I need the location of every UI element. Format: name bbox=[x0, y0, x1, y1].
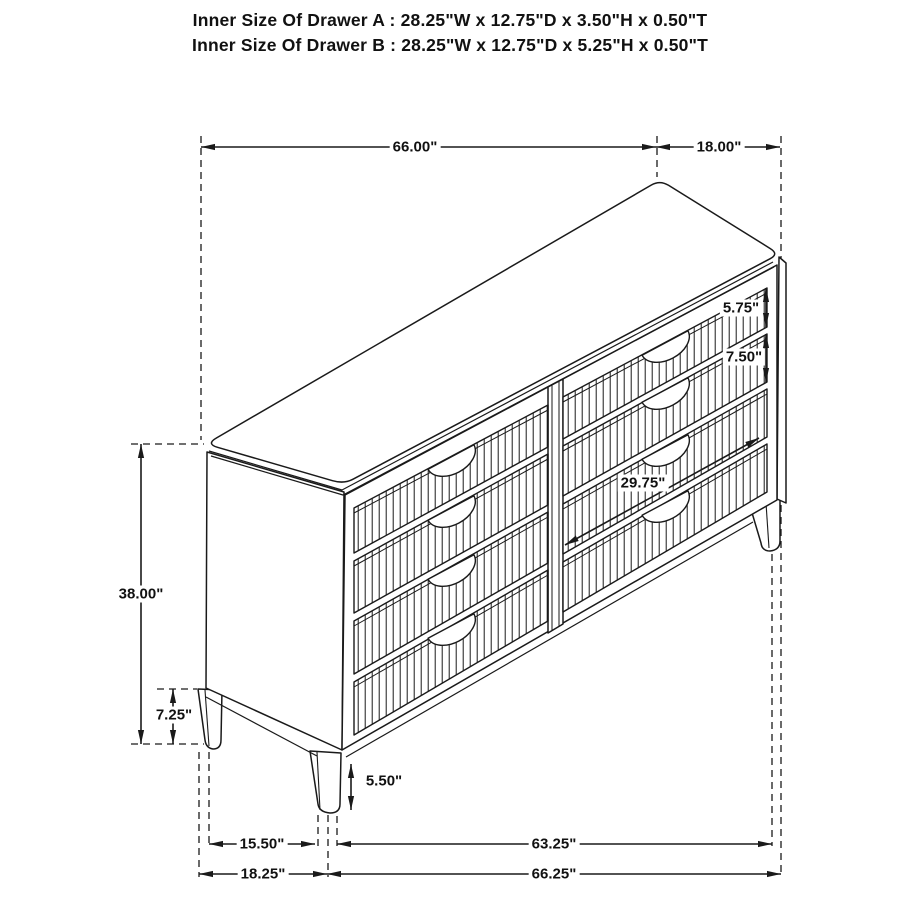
label-base-overall: 66.25" bbox=[529, 866, 580, 883]
label-bank-width: 29.75" bbox=[618, 475, 669, 492]
label-base-depth: 18.25" bbox=[238, 866, 289, 883]
label-back-leg: 7.25" bbox=[153, 707, 195, 724]
back-left-leg bbox=[198, 689, 222, 749]
dresser bbox=[198, 183, 786, 813]
label-drawer-a: 5.75" bbox=[720, 300, 762, 317]
right-end-edge bbox=[777, 257, 786, 503]
left-end-panel bbox=[206, 452, 344, 750]
label-front-leg: 5.50" bbox=[363, 773, 405, 790]
label-top-depth: 18.00" bbox=[694, 139, 745, 156]
label-drawer-b: 7.50" bbox=[723, 349, 765, 366]
title-line-2: Inner Size Of Drawer B : 28.25"W x 12.75"D x 5.25"H x 0.50"T bbox=[192, 35, 708, 55]
title-block bbox=[0, 8, 900, 58]
label-overall-height: 38.00" bbox=[116, 586, 167, 603]
label-top-width: 66.00" bbox=[390, 139, 441, 156]
title-line-1: Inner Size Of Drawer A : 28.25"W x 12.75"D x 3.50"H x 0.50"T bbox=[192, 10, 708, 30]
center-divider bbox=[548, 379, 563, 633]
label-leg-inset: 15.50" bbox=[237, 836, 288, 853]
label-base-front: 63.25" bbox=[529, 836, 580, 853]
front-left-leg bbox=[310, 751, 341, 813]
